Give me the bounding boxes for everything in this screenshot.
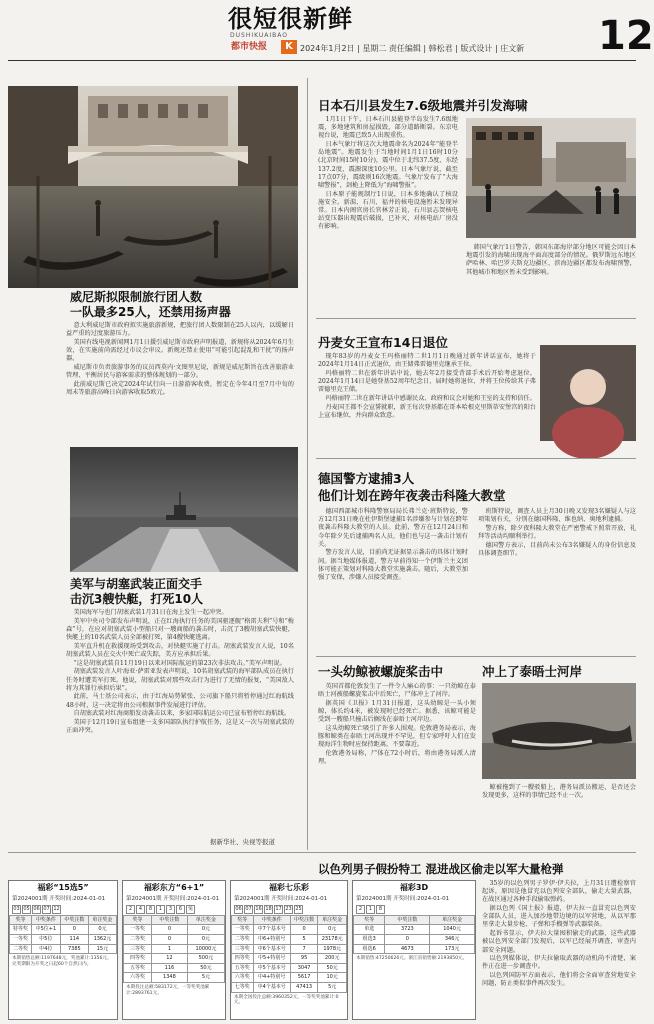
table-row: 二等奖 0 0元 — [124, 934, 225, 944]
table-row: 六等奖 中4+特别号 5617 10元 — [232, 973, 347, 983]
lottery-title: 福彩东方“6+1” — [143, 883, 205, 892]
lottery-title: 福彩七乐彩 — [269, 883, 309, 892]
brand-pinyin: DUSHIKUAIBAO — [230, 32, 288, 39]
whale-paragraph: 据英国《卫报》1月31日报道，这头幼鲸是一头小须鲸，体长约4米，被发现时已经死亡。据悉，该鲸可能是受到一艘船只撞击后搁浅在泰晤士河岸边。 — [318, 699, 476, 724]
table-row: 组选3 0 346元 — [354, 934, 475, 944]
table-row: 三等奖 1 10000元 — [124, 944, 225, 954]
table-row: 特等奖 中5位+1 0 0元 — [10, 925, 117, 935]
lottery-issue: 第2024001期 — [12, 895, 48, 902]
lottery-number: 3 — [166, 905, 175, 914]
redsea-paragraph: 胡塞武装发言人叶海亚·萨雷亚发表声明说，10名胡塞武装的海军部队成员在执行任务时遭美军打死。他说，胡塞武装对那些攻击行为进行了无情的报复，“美国敌人将为其罪行承担后果”。 — [66, 668, 294, 692]
germany-body-left — [318, 508, 468, 652]
germany-paragraph: 警方发言人说，目前尚无证据显示袭击的具体计划时间。据当地媒体报道，警方早前得知一个伊斯兰主义团体可能正策划对科隆大教堂实施袭击。随后，大教堂加强了安保，涉嫌人员接受调查。 — [318, 549, 468, 581]
redsea-body — [66, 609, 294, 834]
israel-body — [482, 880, 636, 1020]
venice-paragraph: 美国有线电视新闻网1月1日援引威尼斯市政府声明报道，新规将从2024年6月生效，在实施前尚需经过市议会审议。新规还禁止使用“可能引起混乱和干扰”的扬声器。 — [66, 338, 294, 363]
germany-paragraph: 德国警方表示，目前尚未公布3名嫌疑人的身份信息及具体调查细节。 — [478, 541, 636, 557]
lottery-issue: 第2024001期 — [234, 895, 270, 902]
venice-paragraph: 威尼斯市负责旅游事务的议员西莫内·文图里尼说，新规是威尼斯旨在改善旅游业管理、平衡居民与游客需求的整体规划的一部分。 — [66, 363, 294, 380]
lottery-table: 奖等 中奖注数 单注奖金 一等奖 0 0元 二等奖 0 0元 三等奖 1 10000元 四等奖 12 500元 五等奖 116 50元 六等奖 1348 5元 — [123, 915, 225, 983]
table-row: 四等奖 12 500元 — [124, 954, 225, 964]
japan-body-right — [466, 244, 636, 314]
israel-paragraph: 据以色列《国土报》报道，伊夫拉一直冒充以色列安全部队人员，进入加沙地带边境的以军营地，从以军那里拿走大量步枪、子弹和手榴弹等武器装备。 — [482, 905, 636, 929]
lottery-number: 兔 — [187, 905, 193, 912]
whale-paragraph: 这头幼鲸死亡吸引了许多人围观。伦敦港务局表示，海豚和鲸类在泰晤士河出现并不罕见，但专家呼吁人们在发现海洋生物时应保持距离，不要靠近。 — [318, 724, 476, 749]
redsea-subheadline: 击沉3艘快艇，打死10人 — [70, 592, 204, 606]
redsea-paragraph: 此前，马士基公司表示，由于红海局势紧张，公司旗下船只将暂停通过红海航线48小时，这一决定将由公司根据事件发展进行评估。 — [66, 693, 294, 709]
whale-caption — [482, 784, 636, 824]
lottery-issue: 第2024001期 — [356, 895, 392, 902]
section-divider — [316, 458, 636, 459]
table-row: 五等奖 116 50元 — [124, 963, 225, 973]
venice-paragraph: 此前威尼斯已决定2024年试行向一日游游客收费，暂定在今年4月至7月中旬的周末等旅游高峰日向游客收取5欧元。 — [66, 380, 294, 396]
redsea-paragraph: 美国海军与也门胡塞武装1月31日在海上发生一起冲突。 — [73, 609, 228, 616]
lottery-numbers — [9, 904, 117, 915]
lottery-number: 16 — [255, 905, 262, 912]
whale-paragraph: 伦敦港务局称，尸体在72小时后，将由港务局派人清理。 — [318, 750, 476, 766]
earthquake-photo — [466, 118, 636, 238]
lottery-qilecai — [230, 880, 348, 1020]
germany-body-right — [478, 508, 636, 652]
japan-paragraph: 1月1日下午，日本石川县能登半岛发生7.6级地震，多地建筑和房屋损毁，部分道路断裂。东京电视台说，地震已致5人出现重伤。 — [318, 116, 458, 140]
whale-paragraph: 英国首都伦敦发生了一件令人痛心的事：一只幼鲸在泰晤士河被船螺旋桨击中后死亡，尸体冲上了河岸。 — [318, 683, 476, 699]
queen-photo — [540, 345, 636, 441]
lottery-date: 开奖时间:2024-01-01 — [49, 895, 106, 902]
denmark-paragraph: 玛格丽特二世在新年讲话中感谢民众、政府和议会对她和王室的支持和信任。 — [325, 394, 536, 402]
section-divider — [316, 656, 636, 657]
lottery-number: 12 — [53, 905, 60, 912]
lottery-number: 1 — [366, 905, 375, 914]
table-row: 四等奖 中5+特别号 95 200元 — [232, 954, 347, 964]
lottery-number: 06 — [33, 905, 40, 912]
lottery-number: 07 — [43, 905, 50, 912]
news-source: 据新华社、央视等报道 — [210, 838, 275, 846]
lottery-footnote: 本期全国投注总额:3960352元，一等奖奖池累计:0元。 — [234, 994, 339, 1006]
lottery-number: 17 — [275, 905, 282, 912]
lottery-date: 开奖时间:2024-01-01 — [393, 895, 450, 902]
germany-paragraph: 警方称，除夕夜科隆大教堂在严密警戒下照常开放，礼拜等活动均顺利举行。 — [478, 524, 636, 541]
lottery-number: 03 — [13, 905, 20, 912]
israel-paragraph: 以色列媒体说，伊夫拉偷取武器的动机尚不清楚，案件正在进一步调查中。 — [482, 955, 636, 971]
table-row: 一等奖 0 0元 — [124, 925, 225, 935]
lottery-number: 23 — [285, 905, 292, 912]
table-row: 二等奖 中4位 7385 15元 — [10, 944, 117, 954]
lottery-footnote: 本期销售:47250626元。浙江省销售额:2193850元。 — [356, 956, 468, 962]
germany-subheadline: 他们计划在跨年夜袭击科隆大教堂 — [318, 488, 506, 503]
brand-name: 都市快报 — [231, 42, 268, 52]
whale-caption-text: 鲸被拖到了一艘驳船上，港务局派员搬运，是否还会发现更多，这样的事情已经不止一次。 — [482, 784, 636, 800]
denmark-headline: 丹麦女王宣布14日退位 — [318, 335, 448, 350]
lottery-issue: 第2024001期 — [126, 895, 162, 902]
lottery-number: 07 — [245, 905, 252, 912]
table-row: 一等奖 中7个基本号 0 0元 — [232, 925, 347, 935]
japan-paragraph: 日本气象厅将这次大地震命名为2024年“能登半岛地震”。地震发生于当地时间1月1日16时10分(北京时间15时10分)，震中位于北纬37.5度、东经137.2度，震源深度10公里。日本气象厅说，截至17点07分，震级则16次地震。气象厅发布了“大海啸警报”，剑桅上降低为“海啸警报”。 — [318, 141, 458, 189]
section-divider — [316, 318, 636, 319]
lottery-number: 2 — [126, 905, 135, 914]
lottery-number: 18 — [265, 905, 272, 912]
table-row: 一等奖 中5位 114 1362元 — [10, 934, 117, 944]
lottery-number: 2 — [356, 905, 365, 914]
redsea-headline: 美军与胡塞武装正面交手 — [70, 577, 203, 591]
venice-body — [66, 322, 294, 434]
lottery-number: 8 — [146, 905, 155, 914]
redsea-paragraph: 美军直升机在救援现场受到攻击，对快艇实施了打击。胡塞武装发言人说，10名胡塞武装人员在交火中死亡或失踪，美方应承担后果。 — [66, 642, 294, 658]
germany-headline: 德国警方逮捕3人 — [318, 471, 415, 486]
redsea-paragraph: 美国于12月19日宣布组建一支多国部队执行护航任务，这是又一次与胡塞武装的正面冲突。 — [66, 718, 294, 735]
japan-paragraph: 日本原子能规制厅1日说，日本多地确认了核设施安全。新潟、石川、福井的核电设施暂未发现异常。日本内阁官房长官林芳正说，石川县志贺核电站变压器出现震后破损，已补灭，对核电站厂房没有影响。 — [318, 190, 458, 231]
brand-logo: K — [281, 40, 297, 54]
denmark-paragraph: 丹麦国王都不会宣誓就职，新王每次登基都在哥本哈根克里斯蒂安堡宫的阳台上宣布继位，并向群众致意。 — [318, 403, 536, 419]
lottery-numbers — [353, 904, 475, 915]
lottery-date: 开奖时间:2024-01-01 — [163, 895, 220, 902]
lottery-dongfang — [122, 880, 226, 1020]
table-row: 二等奖 中6+特别号 5 23178元 — [232, 934, 347, 944]
redsea-paragraph: 自胡塞武装对红海商船发动袭击以来，多家国际航运公司已宣布暂停红海航线。 — [73, 710, 290, 718]
issue-meta: 2024年1月2日 | 星期二 责任编辑 | 韩松君 | 版式设计 | 庄文新 — [300, 44, 525, 53]
whale-photo — [482, 683, 636, 779]
lottery-number: 25 — [295, 905, 302, 912]
lottery-number: 6 — [176, 905, 185, 914]
venice-paragraph: 意大利威尼斯市政府拟实施旅游新规，把旅行团人数限制在25人以内，以缓解日益严重的过度旅游压力。 — [66, 322, 294, 338]
table-row: 七等奖 中4个基本号 47413 5元 — [232, 982, 347, 992]
germany-paragraph: 德国西部城市科隆警察局局长弗兰克·班斯特说，警方12月31日晚在杜伊斯堡逮捕1名涉嫌参与计划在跨年夜袭击科隆大教堂的人员。此前，警方在12月24日和今年除夕先后逮捕两名人员，他们也与这一袭击计划有关。 — [318, 508, 468, 548]
table-row: 六等奖 1348 5元 — [124, 973, 225, 983]
lottery-title: 福彩3D — [399, 883, 429, 892]
japan-body-left — [318, 116, 458, 312]
whale-headline: 一头幼鲸被螺旋桨击中 — [318, 664, 444, 679]
lottery-table: 奖等 中奖注数 单注奖金 单选 3723 1040元 组选3 0 346元 组选6 4673 173元 — [353, 915, 475, 954]
redsea-paragraph: 美军中央司令部发布声明说，正在红海执行任务的美国驱逐舰“格雷夫利”号和“梅森”号，在应对胡塞武装小型船只对一艘商船的袭击时，击沉了3艘胡塞武装快艇，快艇上的10名武装人员全部被打死，第4艘快艇逃离。 — [66, 617, 294, 642]
venice-headline: 威尼斯拟限制旅行团人数 — [70, 290, 203, 304]
warship-photo — [70, 447, 298, 572]
israel-paragraph: 起诉书显示，伊夫拉大量囤积偷走的武器，这些武器被以色列安全部门发现后，以军已经展开调查，审查内部安全问题。 — [482, 930, 636, 954]
table-row: 组选6 4673 173元 — [354, 944, 475, 954]
lottery-numbers — [231, 904, 347, 915]
lottery-number: 4 — [136, 905, 145, 914]
lottery-number: 8 — [376, 905, 385, 914]
lottery-date: 开奖时间:2024-01-01 — [271, 895, 328, 902]
israel-paragraph: 35岁的以色列男子罗伊·伊夫拉，上月31日遭检察官起诉，原因是他冒充以色列安全部队，偷走大量武器，在战区通过各种手段偷取弹药。 — [482, 880, 636, 904]
japan-headline: 日本石川县发生7.6级地震并引发海啸 — [318, 98, 528, 113]
israel-headline: 以色列男子假扮特工 混进战区偷走以军大量枪弹 — [318, 862, 564, 876]
redsea-paragraph: “这是胡塞武装自11月19日以来对国际航运的第23次非法攻击。”美军声明说。 — [73, 659, 286, 667]
lottery-footnote: 本期投注总额:583172元，一等奖奖池累计:2893761元。 — [126, 984, 210, 996]
lottery-table: 奖等 中奖条件 中奖注数 单注奖金 一等奖 中7个基本号 0 0元 二等奖 中6+特别号 5 23178元 三等奖 中6个基本号 7 1978元 四等奖 中5+特别号 95 200元 五等奖 中5个基本号 3047 50元 六等奖 中4+特别号 5617 10元 七等奖 中4个基本号 47413 5元 — [231, 915, 347, 993]
section-divider — [8, 852, 636, 853]
header-rule — [8, 60, 636, 61]
germany-paragraph: 班斯特说，调查人员上月30日晚又发现3名嫌疑人与这项策划有关，分别在德国科隆、维也纳、奥地利逮捕。 — [478, 508, 636, 524]
denmark-paragraph: 现年83岁的丹麦女王玛格丽特二世1月1日晚通过新年讲话宣布，她将于2024年1月14日正式退位，由王储弗雷德里克继承王位。 — [318, 353, 536, 369]
venice-photo — [8, 86, 298, 288]
section-title: 很短很新鲜 — [228, 4, 353, 33]
lottery-number: 05 — [23, 905, 30, 912]
lottery-number: 06 — [235, 905, 242, 912]
denmark-body — [318, 353, 536, 451]
japan-paragraph: 韩国气象厅1日警告，韩国东部海岸部分地区可能会因日本地震引发的海啸出现海平面高度部分的情况。俄罗斯远东地区萨哈林、哈巴罗夫斯克边疆区、滨海边疆区都发布海啸预警，其他城市和地区暂未受到影响。 — [466, 244, 636, 276]
lottery-title: 福彩“15选5” — [37, 883, 89, 892]
lottery-number: 1 — [156, 905, 165, 914]
column-divider — [307, 78, 308, 850]
whale-body — [318, 683, 476, 843]
page-number: 12 — [598, 13, 654, 59]
israel-paragraph: 以色列国防军方面表示，他们将会全面审查营地安全问题，防止类似事件再次发生。 — [482, 972, 636, 988]
table-row: 三等奖 中6个基本号 7 1978元 — [232, 944, 347, 954]
venice-subheadline: 一队最多25人，还禁用扬声器 — [70, 305, 231, 319]
table-row: 单选 3723 1040元 — [354, 925, 475, 935]
lottery-table: 奖等 中奖条件 中奖注数 单注奖金 特等奖 中5位+1 0 0元 一等奖 中5位 114 1362元 二等奖 中4位 7385 15元 — [9, 915, 117, 954]
lottery-footnote: 本期销售总额:1197648元，奖池累计:1356元。兑奖期限为开奖之日起60个自然日内。 — [12, 956, 112, 967]
lottery-15x5 — [8, 880, 118, 1020]
denmark-paragraph: 玛格丽特二世在新年讲话中说，她去年2月接受背部手术后开始考虑退位。2024年1月14日是她登基52周年纪念日，届时她将退位，并将王位传给其子弗雷德里克王储。 — [318, 369, 536, 394]
lottery-numbers — [123, 904, 225, 915]
table-row: 五等奖 中5个基本号 3047 50元 — [232, 963, 347, 973]
whale-subheadline: 冲上了泰晤士河岸 — [482, 664, 583, 679]
lottery-3d — [352, 880, 476, 1020]
